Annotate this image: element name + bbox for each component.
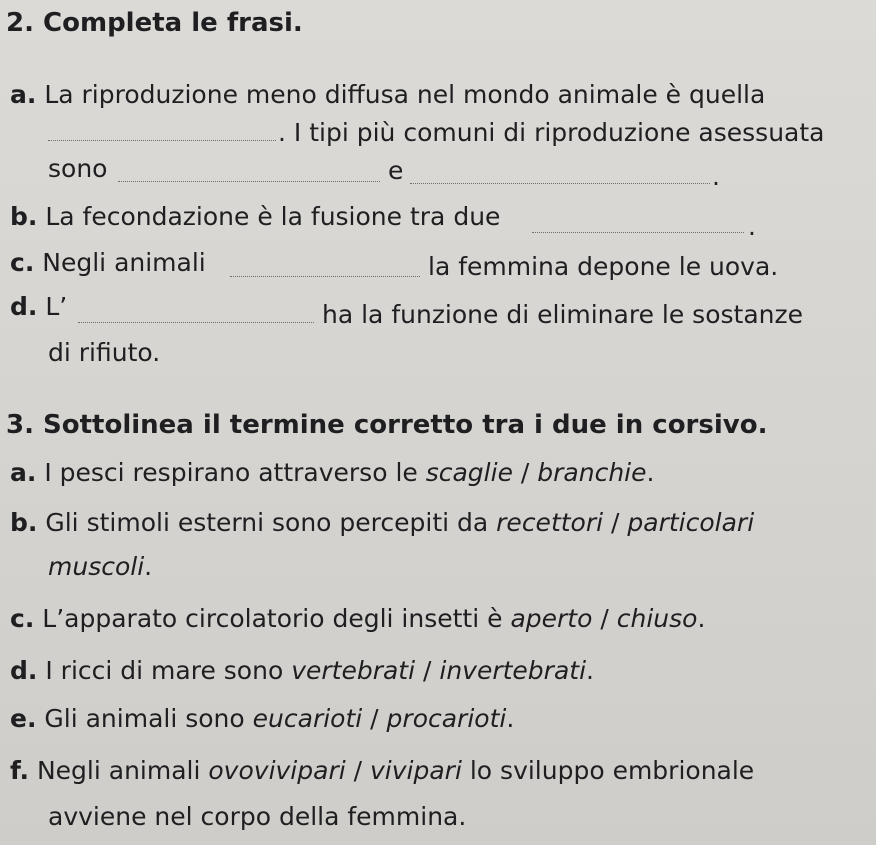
item-3a: a. I pesci respirano attraverso le scaglie / branchie.: [10, 458, 655, 487]
item-2b-letter: b.: [10, 202, 38, 231]
option-procarioti[interactable]: procarioti: [386, 704, 507, 733]
item-3b-line2: muscoli.: [48, 552, 153, 581]
item-2c-start: [10, 248, 206, 278]
option-aperto[interactable]: aperto: [510, 604, 593, 633]
item-2b: [10, 202, 500, 232]
option-scaglie[interactable]: scaglie: [425, 458, 513, 487]
option-vivipari[interactable]: vivipari: [370, 756, 462, 785]
option-branchie[interactable]: branchie: [537, 458, 647, 487]
item-2c-end: la femmina depone le uova.: [428, 252, 779, 281]
exercise-2-title: Completa le frasi.: [43, 8, 303, 38]
item-2d-end: ha la funzione di eliminare le sostanze: [322, 300, 803, 329]
item-2a-line2: . I tipi più comuni di riproduzione asessuata: [278, 118, 825, 147]
item-2c-text: Negli animali: [42, 248, 206, 277]
item-3f: f. Negli animali ovovivipari / vivipari lo sviluppo embrionale: [10, 756, 755, 785]
item-2d-line2: di rifiuto.: [48, 338, 161, 367]
blank-2a-1[interactable]: [48, 140, 276, 141]
item-2a-line1: [10, 80, 765, 110]
item-2a-sono: sono: [48, 154, 108, 183]
option-ovovivipari[interactable]: ovovivipari: [208, 756, 346, 785]
option-vertebrati[interactable]: vertebrati: [291, 656, 416, 685]
item-2d-text: L’: [45, 292, 68, 321]
item-3d: d. I ricci di mare sono vertebrati / invertebrati.: [10, 656, 594, 685]
item-2a-period: .: [712, 162, 720, 191]
item-2d-start: [10, 292, 67, 322]
item-3e-letter: e.: [10, 704, 37, 733]
exercise-2-heading: [6, 8, 303, 38]
item-2b-text: La fecondazione è la fusione tra due: [45, 202, 501, 231]
item-3e: e. Gli animali sono eucarioti / procarioti.: [10, 704, 515, 733]
option-muscoli[interactable]: muscoli: [48, 552, 145, 581]
item-2a-text: La riproduzione meno diffusa nel mondo animale è quella: [44, 80, 766, 109]
item-2c-letter: c.: [10, 248, 35, 277]
exercise-3-number: 3.: [6, 410, 34, 440]
item-3d-letter: d.: [10, 656, 38, 685]
item-2d-letter: d.: [10, 292, 38, 321]
exercise-2-number: 2.: [6, 8, 34, 38]
blank-2d[interactable]: [78, 322, 314, 323]
option-recettori[interactable]: recettori: [496, 508, 604, 537]
blank-2b[interactable]: [532, 232, 744, 233]
item-3b: b. Gli stimoli esterni sono percepiti da recettori / particolari: [10, 508, 755, 537]
item-2a-e: e: [388, 156, 404, 185]
blank-2c[interactable]: [230, 276, 420, 277]
option-chiuso[interactable]: chiuso: [616, 604, 698, 633]
item-3b-letter: b.: [10, 508, 38, 537]
option-invertebrati[interactable]: invertebrati: [439, 656, 587, 685]
blank-2a-2[interactable]: [118, 181, 380, 182]
item-3a-letter: a.: [10, 458, 37, 487]
blank-2a-3[interactable]: [410, 183, 710, 184]
item-2a-letter: a.: [10, 80, 37, 109]
exercise-3-title: Sottolinea il termine corretto tra i due in corsivo.: [43, 410, 768, 440]
exercise-3-heading: [6, 410, 767, 440]
option-eucarioti[interactable]: eucarioti: [252, 704, 363, 733]
item-3c: c. L’apparato circolatorio degli insetti è aperto / chiuso.: [10, 604, 706, 633]
item-2b-period: .: [748, 212, 756, 241]
item-3f-line2: avviene nel corpo della femmina.: [48, 802, 467, 831]
item-3c-letter: c.: [10, 604, 35, 633]
item-3f-letter: f.: [10, 756, 30, 785]
option-particolari[interactable]: particolari: [627, 508, 755, 537]
